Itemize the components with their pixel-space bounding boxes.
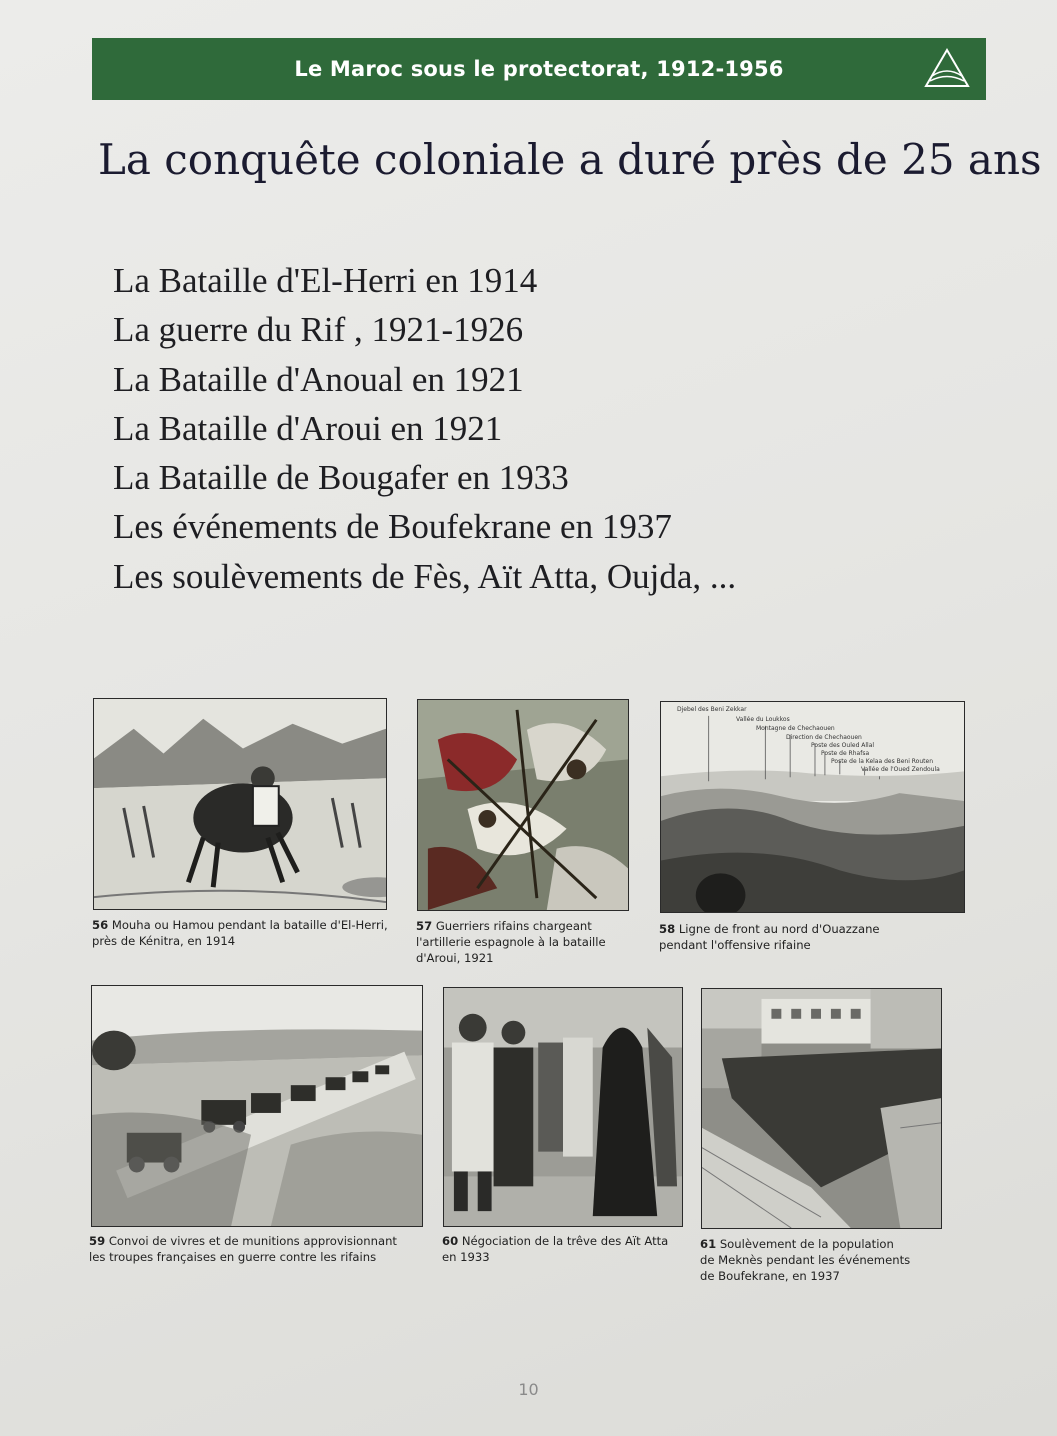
caption-text: en 1933 xyxy=(442,1250,490,1264)
caption-text: Ligne de front au nord d'Ouazzane xyxy=(678,922,880,936)
caption-58 xyxy=(659,921,959,953)
map-label: Poste des Ouled Allal xyxy=(811,742,875,749)
caption-text: Guerriers rifains chargeant xyxy=(435,919,592,933)
photo-58-front-line xyxy=(660,701,965,913)
caption-59 xyxy=(89,1233,429,1265)
map-label: Djebel des Beni Zekkar xyxy=(677,706,747,713)
caption-57 xyxy=(416,918,636,966)
event-item: La guerre du Rif , 1921-1926 xyxy=(113,310,524,350)
photo-61-uprising xyxy=(701,988,942,1229)
page-number: 10 xyxy=(518,1380,539,1399)
caption-text: de Meknès pendant les événements xyxy=(700,1253,911,1267)
caption-number: 61 xyxy=(700,1237,717,1251)
event-item: Les soulèvements de Fès, Aït Atta, Oujda, ... xyxy=(113,556,737,596)
caption-number: 59 xyxy=(89,1234,106,1248)
caption-text: Mouha ou Hamou pendant la bataille d'El-Herri, xyxy=(111,918,388,932)
triangle-logo-icon xyxy=(922,46,972,92)
caption-56 xyxy=(92,917,392,949)
photo-60-negotiation xyxy=(443,987,683,1227)
page-title: La conquête coloniale a duré près de 25 ans xyxy=(98,135,1042,184)
caption-number: 58 xyxy=(659,922,676,936)
caption-61 xyxy=(700,1236,960,1284)
map-label: Montagne de Chechaouen xyxy=(756,725,835,732)
caption-text: près de Kénitra, en 1914 xyxy=(92,934,236,948)
event-item: La Bataille d'El-Herri en 1914 xyxy=(113,261,538,300)
events-list xyxy=(113,256,736,601)
header-banner xyxy=(92,38,986,100)
event-item: La Bataille d'Aroui en 1921 xyxy=(113,408,503,448)
map-label: Poste de Rhafsa xyxy=(821,750,870,757)
caption-number: 56 xyxy=(92,918,109,932)
map-label: Vallée du Loukkos xyxy=(736,716,790,723)
event-item: La Bataille d'Anoual en 1921 xyxy=(113,359,524,399)
caption-text: Négociation de la trêve des Aït Atta xyxy=(461,1234,669,1248)
map-label: Direction de Chechaouen xyxy=(786,734,862,741)
caption-number: 57 xyxy=(416,919,433,933)
caption-text: Convoi de vivres et de munitions approvisionnant xyxy=(108,1234,397,1248)
caption-text: l'artillerie espagnole à la bataille xyxy=(416,935,606,949)
caption-text: d'Aroui, 1921 xyxy=(416,951,494,965)
photo-57-illustration xyxy=(417,699,629,911)
caption-text: Soulèvement de la population xyxy=(719,1237,894,1251)
caption-text: les troupes françaises en guerre contre les rifains xyxy=(89,1250,377,1264)
photo-59-convoy xyxy=(91,985,423,1227)
caption-60 xyxy=(442,1233,692,1265)
caption-number: 60 xyxy=(442,1234,459,1248)
map-label: Vallée de l'Oued Zendoula xyxy=(861,766,940,773)
event-item: La Bataille de Bougafer en 1933 xyxy=(113,458,569,498)
photo-56-illustration xyxy=(93,698,387,910)
caption-text: pendant l'offensive rifaine xyxy=(659,938,811,952)
caption-text: de Boufekrane, en 1937 xyxy=(700,1269,840,1283)
map-label: Poste de la Kelaa des Beni Routen xyxy=(831,758,934,765)
header-title: Le Maroc sous le protectorat, 1912-1956 xyxy=(294,57,784,81)
event-item: Les événements de Boufekrane en 1937 xyxy=(113,507,672,547)
